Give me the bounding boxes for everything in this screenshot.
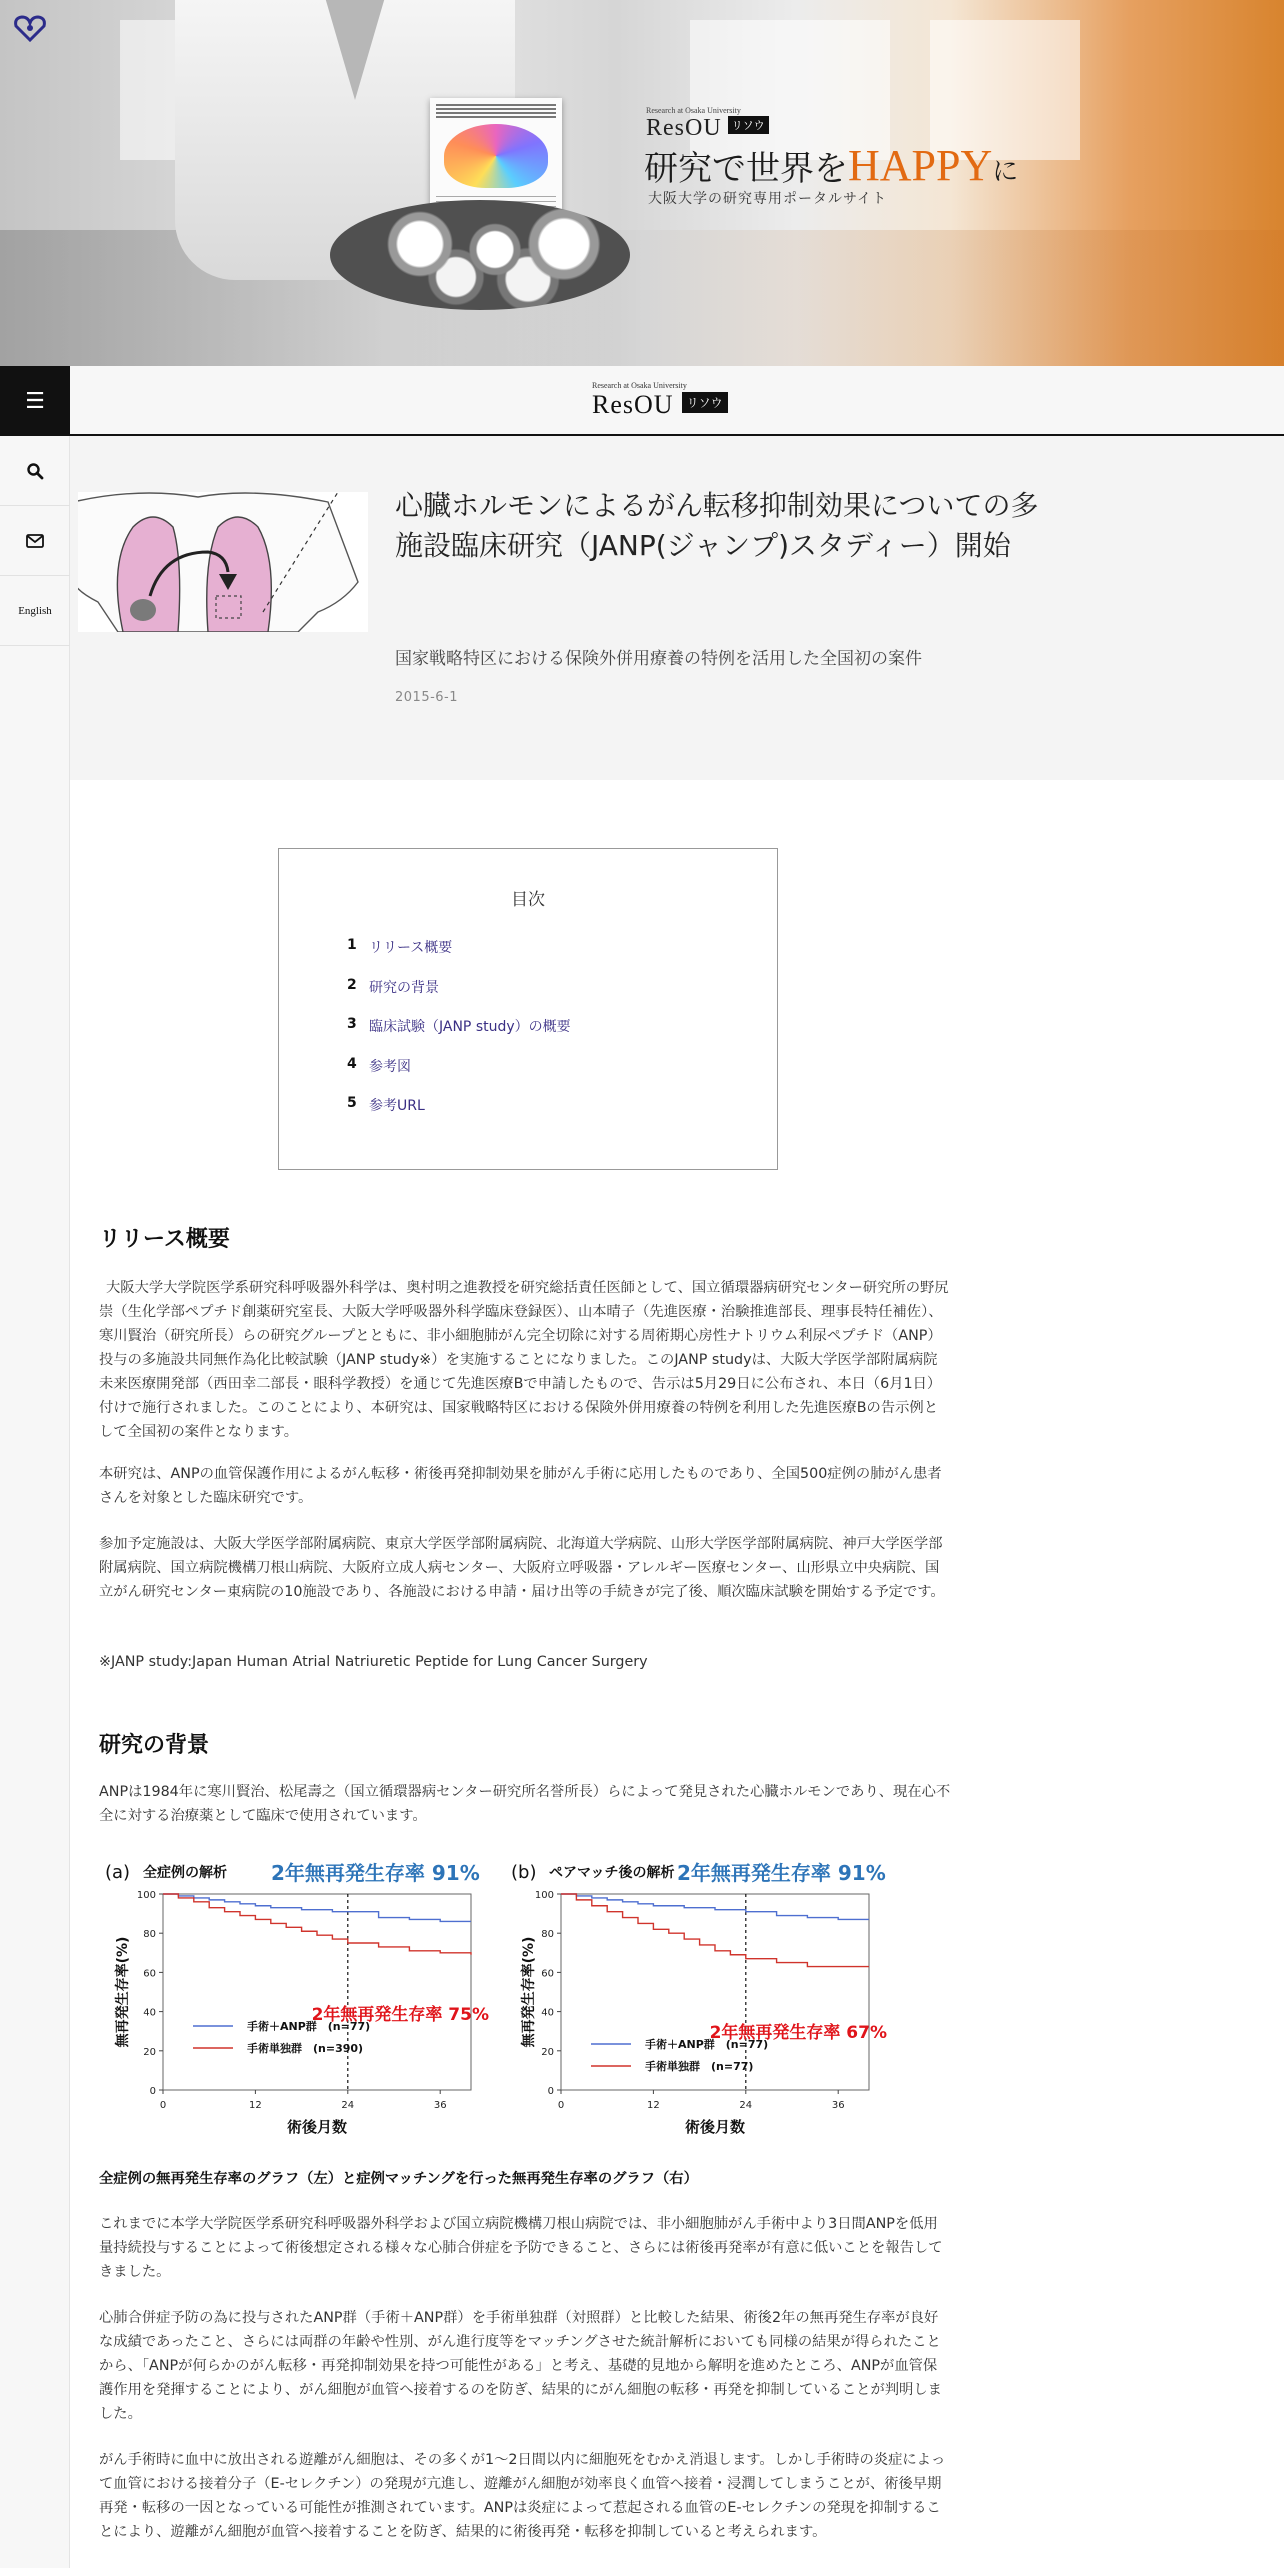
sidebar (0, 436, 70, 2568)
table-of-contents (278, 848, 778, 1170)
x-tick-label: 24 (739, 2100, 753, 2111)
chart-highlight-red: 2年無再発生存率 75% (311, 2005, 489, 2025)
legend-label: 手術単独群 (n=77) (645, 2060, 754, 2073)
toc-link-figures[interactable]: 参考図 (369, 1058, 411, 1075)
header-logo[interactable] (592, 381, 728, 420)
toc-item (347, 937, 571, 977)
toc-item (347, 1095, 571, 1135)
toc-item-number: 4 (347, 1055, 357, 1072)
search-icon (26, 462, 44, 480)
hero-brand-tag: リソウ (728, 116, 769, 134)
overview-paragraph-2: 本研究は、ANPの血管保護作用によるがん転移・術後再発抑制効果を肺がん手術に応用したものであり、全国500症例の肺がん患者さんを対象とした臨床研究です。 (99, 1466, 942, 1506)
section-heading-overview: リリース概要 (99, 1227, 230, 1252)
search-button[interactable] (0, 436, 70, 506)
header-brand-name: ResOU (592, 390, 674, 419)
survival-figure (99, 1852, 959, 2142)
x-tick-label: 12 (249, 2100, 262, 2111)
x-tick-label: 12 (647, 2100, 660, 2111)
hero-brand (646, 106, 769, 142)
chart-panel-label: (a) (105, 1862, 131, 1883)
chart-title: ペアマッチ後の解析 (549, 1865, 675, 1881)
hero-banner (0, 0, 1284, 366)
chart-highlight-blue: 2年無再発生存率 91% (677, 1861, 886, 1885)
x-tick-label: 0 (159, 2100, 167, 2111)
y-tick-label: 60 (541, 1968, 554, 1980)
hero-subslogan: 大阪大学の研究専用ポータルサイト (648, 191, 888, 207)
y-tick-label: 40 (143, 2007, 156, 2019)
y-axis-label: 無再発生存率(%) (521, 1936, 537, 2048)
y-axis-label: 無再発生存率(%) (115, 1936, 131, 2048)
toc-link-overview[interactable]: リリース概要 (369, 940, 453, 956)
english-link[interactable]: English (0, 576, 70, 646)
x-tick-label: 0 (557, 2100, 565, 2111)
y-tick-label: 40 (541, 2007, 554, 2019)
figure-caption: 全症例の無再発生存率のグラフ（左）と症例マッチングを行った無再発生存率のグラフ（右） (99, 2171, 698, 2187)
chart-panel-label: (b) (511, 1862, 537, 1883)
top-bar (70, 366, 1284, 436)
hero-slogan-post: に (992, 157, 1019, 187)
series-line-surgery-only (163, 1894, 471, 1955)
article-date: 2015-6-1 (395, 690, 459, 705)
x-tick-label: 24 (341, 2100, 355, 2111)
article-header (70, 436, 1284, 780)
article-thumbnail[interactable] (78, 492, 368, 632)
x-tick-label: 36 (433, 2100, 447, 2111)
hero-slogan-happy: HAPPY (848, 141, 993, 190)
chart-plot-frame (163, 1894, 471, 2090)
toc-item-number: 1 (347, 937, 357, 953)
hero-brand-name: ResOU (646, 115, 722, 141)
x-axis-label: 術後月数 (286, 2118, 348, 2136)
overview-paragraph-3: 参加予定施設は、大阪大学医学部附属病院、東京大学医学部附属病院、北海道大学病院、山形大学医学部附属病院、神戸大学医学部附属病院、国立病院機構刀根山病院、大阪府立成人病センター、大阪府立呼吸器・アレルギー医療センター、山形県立中央病院、国立がん研究センター東病院の10施設であり、各施設における申請・届け出等の手続きが完了後、順次臨床試験を開始する予定です。 (99, 1536, 945, 1600)
background-paragraph-4: がん手術時に血中に放出される遊離がん細胞は、その多くが1～2日間以内に細胞死をむかえ消退します。しかし手術時の炎症によって血管における接着分子（E-セレクチン）の発現が亢進し、遊離がん細胞が効率良く血管へ接着・浸潤してしまうことが、術後早期再発・転移の一因となっている可能性が推測されています。ANPは炎症によって惹起される血管のE-セレクチンの発現を抑制することにより、遊離がん細胞が血管へ接着することを防ぎ、結果的に術後再発・転移を抑制していると考えられます。 (99, 2452, 946, 2540)
menu-button[interactable] (0, 366, 70, 436)
article-title: 心臓ホルモンによるがん転移抑制効果についての多施設臨床研究（JANP(ジャンプ)スタディー）開始 (395, 489, 1039, 562)
section-heading-background: 研究の背景 (99, 1733, 210, 1758)
toc-link-trial[interactable]: 臨床試験（JANP study）の概要 (369, 1019, 571, 1035)
chart-title: 全症例の解析 (143, 1865, 227, 1881)
contact-button[interactable] (0, 506, 70, 576)
y-tick-label: 20 (143, 2046, 156, 2058)
y-tick-label: 0 (149, 2086, 156, 2097)
header-brand-small: Research at Osaka University (592, 381, 687, 390)
background-paragraph-2: これまでに本学大学院医学系研究科呼吸器外科学および国立病院機構刀根山病院では、非小細胞肺がん手術中より3日間ANPを低用量持続投与することによって術後想定される様々な心肺合併症を予防できること、さらには術後再発率が有意に低いことを報告してきました。 (99, 2216, 943, 2280)
toc-link-urls[interactable]: 参考URL (369, 1098, 425, 1114)
hero-slogan (644, 140, 1018, 191)
hero-brand-small: Research at Osaka University (646, 106, 741, 115)
header-brand-tag: リソウ (682, 392, 728, 413)
y-tick-label: 60 (143, 1968, 156, 1980)
series-line-surgery-only (561, 1894, 869, 1967)
toc-title: 目次 (511, 890, 545, 910)
background-paragraph-3: 心肺合併症予防の為に投与されたANP群（手術＋ANP群）を手術単独群（対照群）と比較した結果、術後2年の無再発生存率が良好な成績であったこと、さらには両群の年齢や性別、がん進行度等をマッチングさせた統計解析においても同様の結果が得られたことから、「ANPが何らかのがん転移・再発抑制効果を持つ可能性がある」と考え、基礎的見地から解明を進めたところ、ANPが血管保護作用を発揮することにより、がん細胞が血管へ接着するのを防ぎ、結果的にがん細胞の転移・再発を抑制していることが判明しました。 (99, 2310, 942, 2422)
toc-item-number: 3 (347, 1016, 357, 1032)
chart-highlight-red: 2年無再発生存率 67% (709, 2023, 887, 2043)
toc-item-number: 2 (347, 976, 357, 993)
overview-paragraph-1: 大阪大学大学院医学系研究科呼吸器外科学は、奥村明之進教授を研究総括責任医師として、国立循環器病研究センター研究所の野尻崇（生化学部ペプチド創薬研究室長、大阪大学呼吸器外科学臨床登録医）、山本晴子（先進医療・治験推進部長、理事長特任補佐）、寒川賢治（研究所長）らの研究グループとともに、非小細胞肺がん完全切除に対する周術期心房性ナトリウム利尿ペプチド（ANP）投与の多施設共同無作為化比較試験（JANP study※）を実施することになりました。このJANP studyは、大阪大学医学部附属病院未来医療開発部（西田幸二部長・眼科学教授）を通じて先進医療Bで申請したもので、告示は5月29日に公布され、本日（6月1日）付けで施行されました。このことにより、本研究は、国家戦略特区における保険外併用療養の特例を利用した先進医療Bの告示例として全国初の案件となります。 (99, 1280, 949, 1440)
y-tick-label: 0 (547, 2086, 554, 2097)
y-tick-label: 20 (541, 2046, 554, 2058)
x-tick-label: 36 (831, 2100, 845, 2111)
chart-highlight-blue: 2年無再発生存率 91% (271, 1861, 480, 1885)
mail-icon (26, 534, 44, 548)
article-subtitle: 国家戦略特区における保険外併用療養の特例を活用した全国初の案件 (395, 649, 922, 669)
osaka-university-logo-icon[interactable] (12, 12, 48, 42)
overview-paragraph-4: ※JANP study:Japan Human Atrial Natriuretic Peptide for Lung Cancer Surgery (99, 1654, 648, 1670)
y-tick-label: 100 (136, 1890, 156, 1901)
y-tick-label: 80 (143, 1929, 156, 1941)
y-tick-label: 100 (534, 1890, 554, 1901)
toc-link-background[interactable]: 研究の背景 (369, 979, 439, 996)
x-axis-label: 術後月数 (684, 2118, 746, 2136)
hamburger-icon: ☰ (25, 388, 45, 414)
toc-item (347, 1016, 571, 1056)
toc-item (347, 1056, 571, 1096)
legend-label: 手術＋ANP群 (n=77) (645, 2038, 769, 2051)
hero-bouquet-illustration (330, 200, 630, 310)
legend-label: 手術単独群 (n=390) (247, 2042, 364, 2055)
background-paragraph-1: ANPは1984年に寒川賢治、松尾壽之（国立循環器病センター研究所名誉所長）らによって発見された心臓ホルモンであり、現在心不全に対する治療薬として臨床で使用されています。 (99, 1784, 951, 1824)
toc-item (347, 977, 571, 1017)
hero-bg-window (930, 20, 1080, 160)
survival-charts-svg (99, 1852, 959, 2142)
toc-item-number: 5 (347, 1095, 357, 1111)
legend-label: 手術＋ANP群 (n=77) (247, 2020, 371, 2033)
y-tick-label: 80 (541, 1929, 554, 1941)
hero-slogan-pre: 研究で世界を (644, 149, 848, 189)
